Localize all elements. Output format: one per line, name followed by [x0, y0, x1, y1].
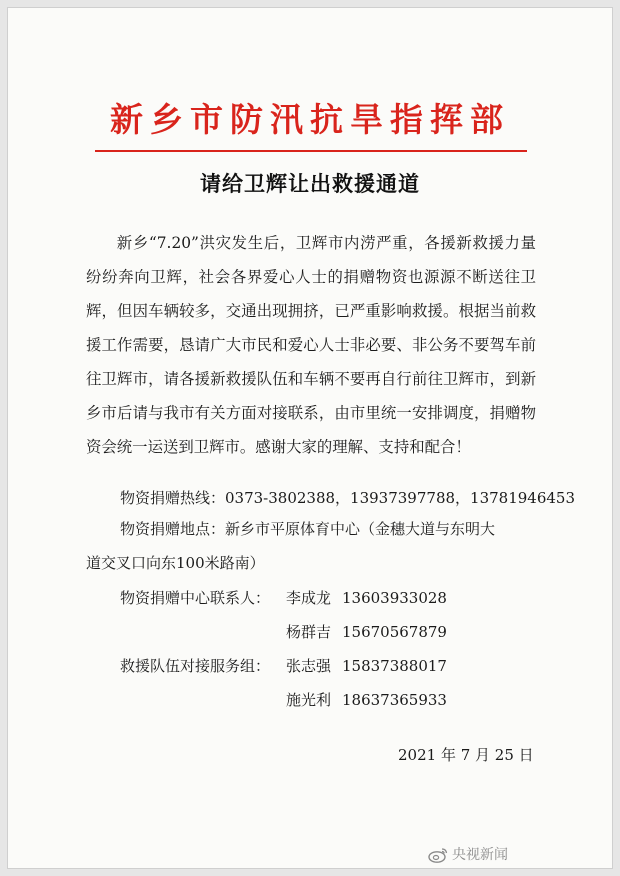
weibo-icon: [428, 847, 448, 863]
notice-body: [86, 226, 536, 464]
rescue-contact-phone: 18637365933: [342, 691, 447, 709]
rescue-contact-label: 救援队伍对接服务组：: [120, 657, 271, 675]
donation-contact-name: 李成龙: [286, 589, 332, 607]
rescue-contact-name: 施光利: [286, 691, 332, 709]
notice-title: 请给卫辉让出救援通道: [200, 171, 420, 196]
issuing-organization-header: 新乡市防汛抗旱指挥部: [110, 100, 510, 139]
donation-contact-phone: 13603933028: [342, 589, 447, 607]
donation-location: 物资捐赠地点：新乡市平原体育中心（金穗大道与东明大道交叉口向东100米路南）: [86, 520, 496, 572]
header-red-divider: [95, 150, 527, 152]
donation-contact-label: 物资捐赠中心联系人：: [120, 589, 271, 607]
watermark-text: 央视新闻: [452, 847, 508, 863]
source-watermark: [428, 846, 508, 864]
donation-hotline: 物资捐赠热线：0373-3802388，13937397788，13781946453: [120, 489, 576, 507]
rescue-contact-name: 张志强: [286, 657, 332, 675]
issue-date: 2021 年 7 月 25 日: [398, 746, 534, 764]
body-paragraph: 新乡“7.20”洪灾发生后，卫辉市内涝严重，各援新救援力量纷纷奔向卫辉，社会各界爱心人士的捐赠物资也源源不断送往卫辉，但因车辆较多，交通出现拥挤，已严重影响救援。根据当前救援工作需要，恳请广大市民和爱心人士非必要、非公务不要驾车前往卫辉市，请各援新救援队伍和车辆不要再自行前往卫辉市，到新乡市后请与我市有关方面对接联系，由市里统一安排调度，捐赠物资会统一运送到卫辉市。感谢大家的理解、支持和配合！: [86, 234, 536, 456]
rescue-contact-phone: 15837388017: [342, 657, 447, 675]
donation-contact-phone: 15670567879: [342, 623, 447, 641]
donation-contact-name: 杨群吉: [286, 623, 332, 641]
